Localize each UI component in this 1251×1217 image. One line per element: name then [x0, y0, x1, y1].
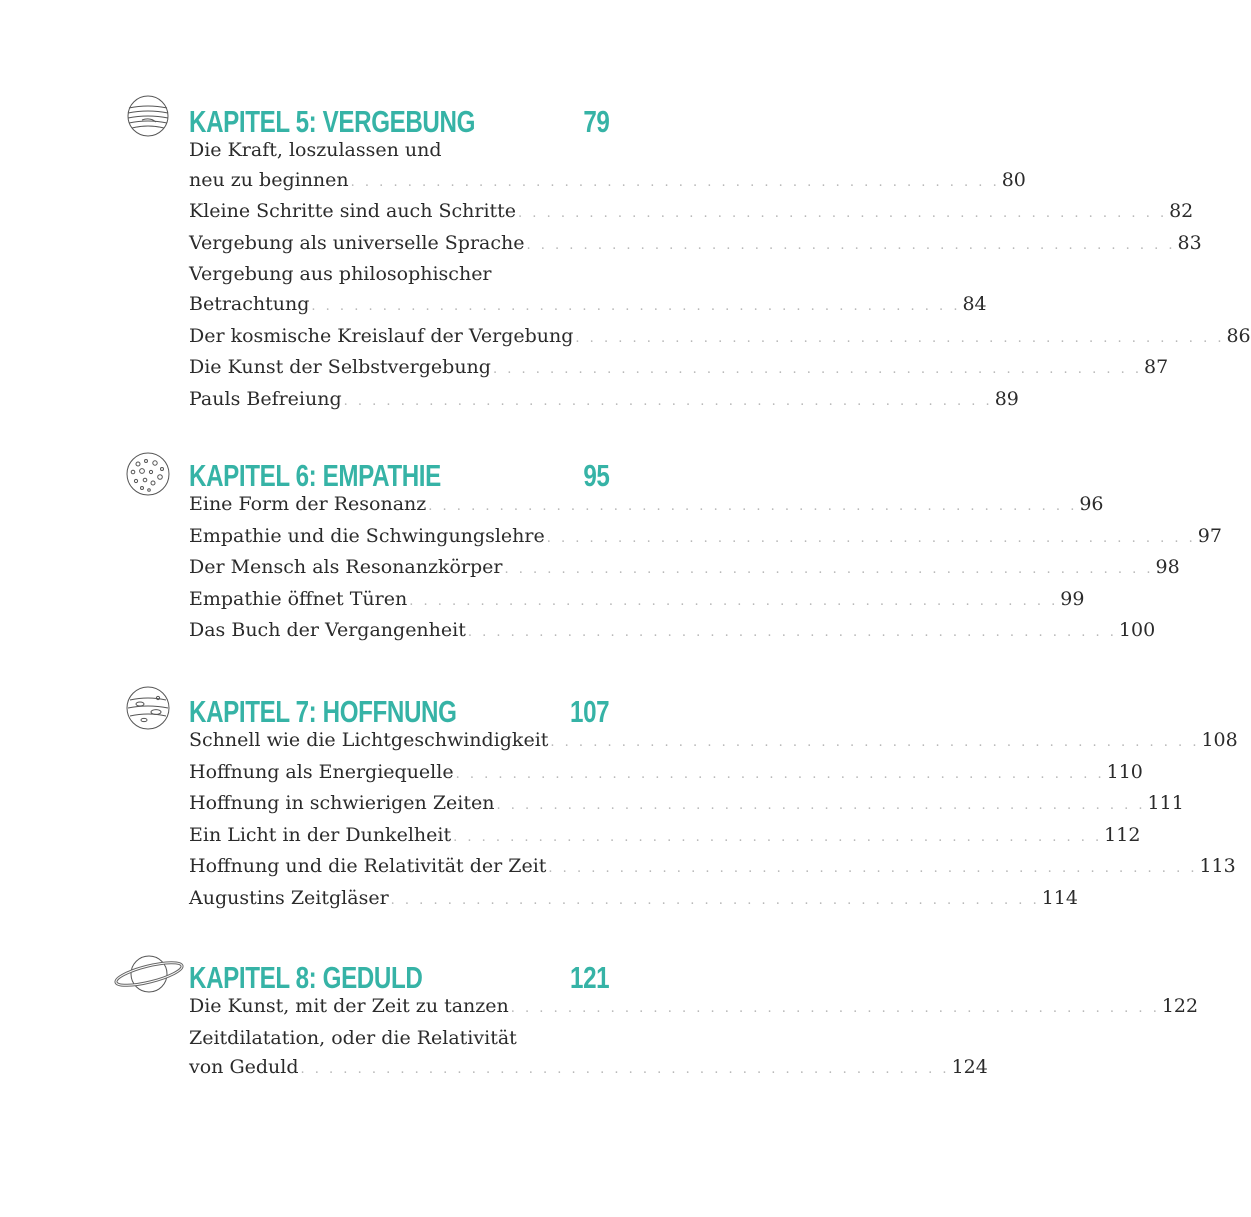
entry-title: Empathie und die Schwingungslehre	[189, 524, 545, 547]
toc-entry[interactable]	[189, 758, 1143, 790]
chapter-title[interactable]: KAPITEL 6: EMPATHIE	[189, 458, 441, 493]
entry-page-number: 83	[1177, 231, 1202, 254]
dot-leader: . . . . . . . . . . . . . . . . . . . . . . . . . . . . . . . . . . . . . . . . . . . . . .	[496, 798, 1146, 814]
entry-list	[189, 490, 1222, 648]
chapter-page-number: 79	[582, 104, 609, 139]
dot-leader: . . . . . . . . . . . . . . . . . . . . . . . . . . . . . . . . . . . . . . . . . . . . . .	[343, 393, 993, 409]
chapter-title[interactable]: KAPITEL 8: GEDULD	[189, 960, 423, 995]
dot-leader: . . . . . . . . . . . . . . . . . . . . . . . . . . . . . . . . . . . . . . . . . . . . . .	[390, 892, 1040, 908]
chapter-heading[interactable]	[189, 100, 609, 140]
entry-page-number: 100	[1118, 619, 1156, 642]
toc-entry[interactable]	[189, 260, 987, 321]
entry-page-number: 98	[1155, 556, 1180, 579]
entry-title: Der kosmische Kreislauf der Vergebung	[189, 324, 574, 347]
dot-leader: . . . . . . . . . . . . . . . . . . . . . . . . . . . . . . . . . . . . . . . . . . . . . .	[428, 499, 1078, 514]
entry-page-number: 110	[1106, 760, 1143, 783]
crater-moon-icon	[118, 452, 182, 502]
entry-page-number: 113	[1199, 855, 1236, 878]
toc-entry[interactable]	[189, 821, 1141, 853]
toc-entry[interactable]	[189, 616, 1156, 648]
entry-title: neu zu beginnen	[189, 168, 349, 191]
toc-entry[interactable]	[189, 229, 1202, 261]
entry-page-number: 111	[1147, 792, 1184, 815]
toc-entry[interactable]	[189, 322, 1251, 354]
entry-page-number: 108	[1201, 729, 1238, 751]
entry-title-line1: Die Kraft, loszulassen und	[189, 139, 442, 161]
dot-leader: . . . . . . . . . . . . . . . . . . . . . . . . . . . . . . . . . . . . . . . . . . . . . .	[550, 735, 1200, 750]
toc-entry[interactable]	[189, 385, 1019, 417]
entry-title: Das Buch der Vergangenheit	[189, 619, 466, 642]
entry-title: Die Kunst, mit der Zeit zu tanzen	[189, 995, 509, 1017]
toc-entry[interactable]	[189, 353, 1169, 385]
chapter-title[interactable]: KAPITEL 5: VERGEBUNG	[189, 104, 475, 139]
entry-title: Betrachtung	[189, 292, 310, 315]
entry-title: Pauls Befreiung	[189, 387, 342, 410]
chapter-heading[interactable]	[189, 956, 609, 996]
entry-page-number: 80	[1001, 168, 1026, 191]
dot-leader: . . . . . . . . . . . . . . . . . . . . . . . . . . . . . . . . . . . . . . . . . . . . . .	[546, 530, 1196, 546]
entry-page-number: 124	[951, 1056, 988, 1079]
entry-page-number: 114	[1041, 886, 1078, 909]
chapter-heading[interactable]	[189, 454, 609, 494]
entry-page-number: 99	[1060, 587, 1085, 610]
entry-page-number: 97	[1197, 524, 1222, 547]
toc-entry[interactable]	[189, 136, 1026, 197]
entry-page-number: 122	[1161, 995, 1199, 1017]
entry-title: von Geduld	[189, 1056, 299, 1079]
entry-title-line1: Vergebung aus philosophischer	[189, 263, 492, 286]
entry-title: Die Kunst der Selbstvergebung	[189, 356, 491, 379]
entry-title: Vergebung als universelle Sprache	[189, 231, 525, 254]
dot-leader: . . . . . . . . . . . . . . . . . . . . . . . . . . . . . . . . . . . . . . . . . . . . . .	[453, 829, 1103, 845]
striped-planet-icon	[118, 96, 182, 146]
dot-leader: . . . . . . . . . . . . . . . . . . . . . . . . . . . . . . . . . . . . . . . . . . . . . .	[455, 766, 1105, 782]
dot-leader: . . . . . . . . . . . . . . . . . . . . . . . . . . . . . . . . . . . . . . . . . . . . . .	[510, 1001, 1160, 1016]
entry-title: Hoffnung und die Relativität der Zeit	[189, 855, 547, 878]
ringed-planet-icon	[110, 950, 186, 1000]
dot-leader: . . . . . . . . . . . . . . . . . . . . . . . . . . . . . . . . . . . . . . . . . . . . . .	[300, 1062, 950, 1078]
entry-list	[189, 992, 1199, 1085]
chapter-title[interactable]: KAPITEL 7: HOFFNUNG	[189, 694, 457, 729]
dot-leader: . . . . . . . . . . . . . . . . . . . . . . . . . . . . . . . . . . . . . . . . . . . . . .	[518, 206, 1168, 222]
toc-entry[interactable]	[189, 197, 1194, 229]
chapter-page-number: 107	[569, 694, 609, 729]
chapter-page-number: 121	[569, 960, 609, 995]
dot-leader: . . . . . . . . . . . . . . . . . . . . . . . . . . . . . . . . . . . . . . . . . . . . . .	[311, 298, 961, 314]
toc-entry[interactable]	[189, 490, 1104, 522]
dot-leader: . . . . . . . . . . . . . . . . . . . . . . . . . . . . . . . . . . . . . . . . . . . . . .	[350, 174, 1000, 190]
dot-leader: . . . . . . . . . . . . . . . . . . . . . . . . . . . . . . . . . . . . . . . . . . . . . .	[467, 625, 1117, 641]
dot-leader: . . . . . . . . . . . . . . . . . . . . . . . . . . . . . . . . . . . . . . . . . . . . . .	[526, 237, 1176, 253]
entry-title: Schnell wie die Lichtgeschwindigkeit	[189, 729, 549, 751]
chapter-page-number: 95	[582, 458, 609, 493]
dot-leader: . . . . . . . . . . . . . . . . . . . . . . . . . . . . . . . . . . . . . . . . . . . . . .	[492, 362, 1142, 378]
entry-title: Augustins Zeitgläser	[189, 886, 389, 909]
dot-leader: . . . . . . . . . . . . . . . . . . . . . . . . . . . . . . . . . . . . . . . . . . . . . .	[575, 330, 1225, 346]
toc-entry[interactable]	[189, 884, 1078, 916]
entry-title: Eine Form der Resonanz	[189, 493, 427, 515]
entry-title: Der Mensch als Resonanzkörper	[189, 556, 503, 579]
dot-leader: . . . . . . . . . . . . . . . . . . . . . . . . . . . . . . . . . . . . . . . . . . . . . .	[504, 562, 1154, 578]
toc-entry[interactable]	[189, 789, 1184, 821]
toc-entry[interactable]	[189, 1024, 988, 1085]
entry-page-number: 96	[1079, 493, 1104, 515]
toc-entry[interactable]	[189, 992, 1199, 1024]
entry-title: Ein Licht in der Dunkelheit	[189, 823, 452, 846]
entry-page-number: 89	[994, 387, 1019, 410]
toc-entry[interactable]	[189, 553, 1180, 585]
entry-page-number: 86	[1226, 324, 1251, 347]
toc-entry[interactable]	[189, 852, 1236, 884]
dot-leader: . . . . . . . . . . . . . . . . . . . . . . . . . . . . . . . . . . . . . . . . . . . . . .	[409, 593, 1059, 609]
toc-entry[interactable]	[189, 522, 1222, 554]
entry-list	[189, 136, 1251, 416]
chapter-heading[interactable]	[189, 690, 609, 730]
entry-title: Hoffnung als Energiequelle	[189, 760, 454, 783]
entry-page-number: 82	[1169, 200, 1194, 223]
spotted-planet-icon	[118, 686, 182, 736]
entry-page-number: 112	[1104, 823, 1141, 846]
entry-title-line1: Zeitdilatation, oder die Relativität	[189, 1026, 517, 1049]
entry-title: Kleine Schritte sind auch Schritte	[189, 200, 517, 223]
toc-entry[interactable]	[189, 585, 1085, 617]
toc-entry[interactable]	[189, 726, 1238, 758]
entry-title: Empathie öffnet Türen	[189, 587, 408, 610]
entry-page-number: 87	[1144, 356, 1169, 379]
dot-leader: . . . . . . . . . . . . . . . . . . . . . . . . . . . . . . . . . . . . . . . . . . . . . .	[548, 861, 1198, 877]
entry-page-number: 84	[962, 292, 987, 315]
entry-title: Hoffnung in schwierigen Zeiten	[189, 792, 495, 815]
entry-list	[189, 726, 1238, 916]
